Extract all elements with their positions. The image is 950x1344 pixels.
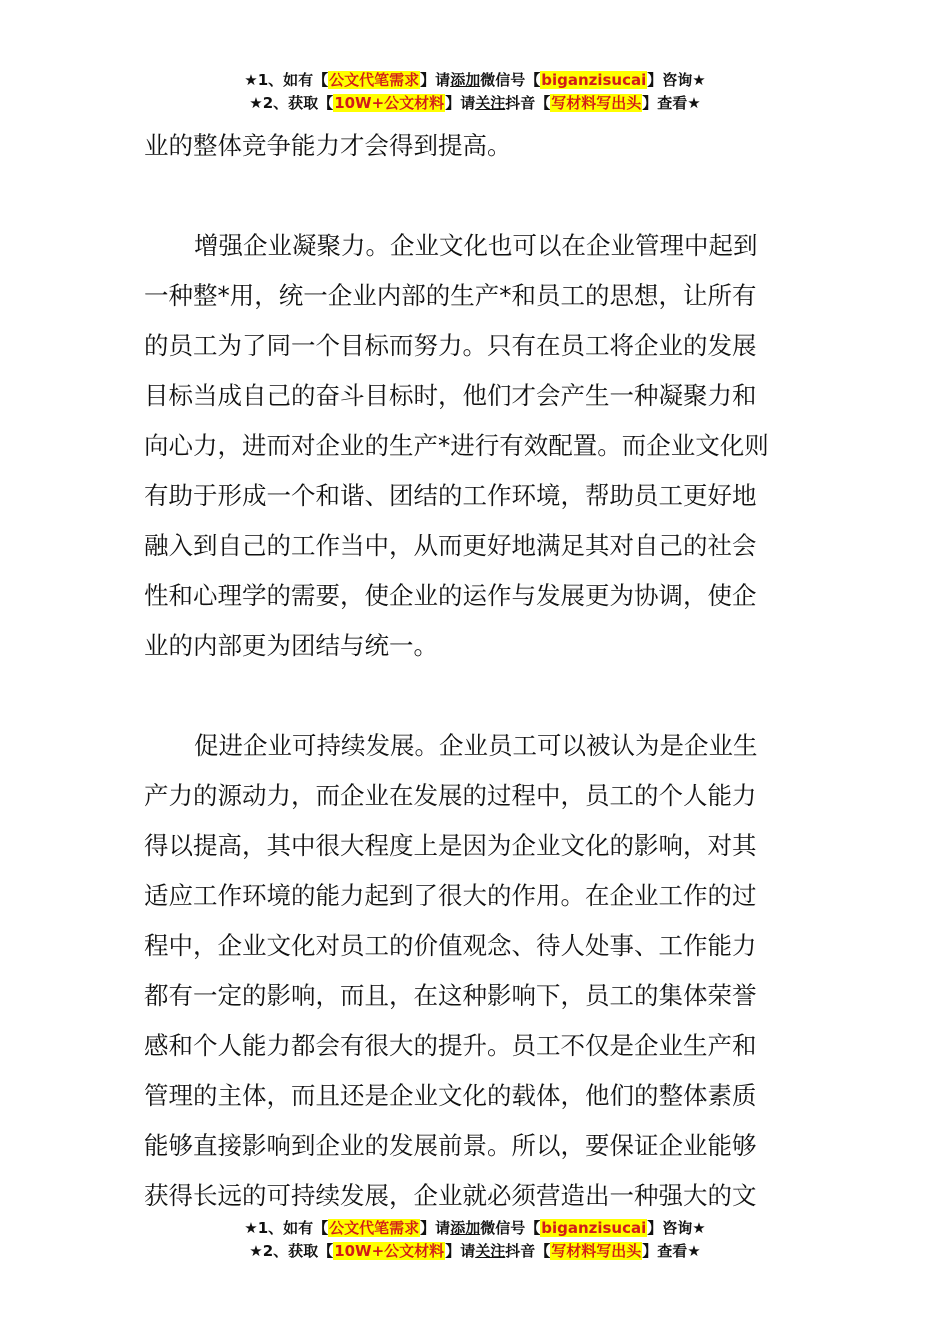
- text-line: 增强企业凝聚力。企业文化也可以在企业管理中起到: [194, 231, 758, 260]
- banner-text: 微信号【: [480, 1219, 541, 1237]
- paragraph-spacer: [144, 171, 808, 221]
- text-line: 目标当成自己的奋斗目标时，他们才会产生一种凝聚力和: [144, 381, 757, 410]
- text-line: 获得长远的可持续发展，企业就必须营造出一种强大的文: [144, 1181, 757, 1210]
- header-banner: [0, 69, 950, 115]
- banner-text: ★2、获取【: [249, 1242, 334, 1260]
- text-line: 产力的源动力，而企业在发展的过程中，员工的个人能力: [144, 781, 757, 810]
- banner-text: 】请: [445, 94, 476, 112]
- text-line: 促进企业可持续发展。企业员工可以被认为是企业生: [194, 731, 758, 760]
- banner-text: 】查看★: [642, 94, 701, 112]
- banner-text: ★1、如有【: [244, 1219, 329, 1237]
- banner-text: 】请: [420, 71, 451, 89]
- banner-underline: 关注: [475, 94, 506, 112]
- paragraph-spacer: [144, 671, 808, 721]
- banner-underline: 添加: [450, 1219, 481, 1237]
- text-line: 管理的主体，而且还是企业文化的载体，他们的整体素质: [144, 1081, 757, 1110]
- paragraph-cohesion: [144, 221, 808, 671]
- banner-highlight: 公文代笔需求: [329, 71, 420, 89]
- text-line: 向心力，进而对企业的生产*进行有效配置。而企业文化则: [144, 431, 769, 460]
- banner-line-2: [0, 1240, 950, 1263]
- banner-text: 】查看★: [642, 1242, 701, 1260]
- banner-highlight: 10W+公文材料: [334, 94, 445, 112]
- banner-highlight: 公文代笔需求: [329, 1219, 420, 1237]
- banner-underline: 关注: [475, 1242, 506, 1260]
- text-line: 业的整体竞争能力才会得到提高。: [144, 131, 512, 160]
- banner-douyin-id: 写材料写出头: [551, 94, 642, 112]
- banner-text: ★1、如有【: [244, 71, 329, 89]
- text-line: 适应工作环境的能力起到了很大的作用。在企业工作的过: [144, 881, 757, 910]
- document-body: [144, 121, 808, 1221]
- banner-text: 抖音【: [505, 94, 551, 112]
- text-line: 有助于形成一个和谐、团结的工作环境，帮助员工更好地: [144, 481, 757, 510]
- paragraph-continuation: [144, 121, 808, 171]
- text-line: 感和个人能力都会有很大的提升。员工不仅是企业生产和: [144, 1031, 757, 1060]
- text-line: 业的内部更为团结与统一。: [144, 631, 438, 660]
- banner-line-1: [0, 69, 950, 92]
- banner-douyin-id: 写材料写出头: [551, 1242, 642, 1260]
- banner-text: 】咨询★: [647, 71, 706, 89]
- text-line: 一种整*用，统一企业内部的生产*和员工的思想，让所有: [144, 281, 757, 310]
- banner-highlight: 10W+公文材料: [334, 1242, 445, 1260]
- banner-wechat-id: biganzisucai: [541, 1219, 647, 1237]
- banner-text: 抖音【: [505, 1242, 551, 1260]
- paragraph-sustainable: [144, 721, 808, 1221]
- text-line: 得以提高，其中很大程度上是因为企业文化的影响，对其: [144, 831, 757, 860]
- text-line: 的员工为了同一个目标而努力。只有在员工将企业的发展: [144, 331, 757, 360]
- banner-text: 】请: [445, 1242, 476, 1260]
- banner-text: 】咨询★: [647, 1219, 706, 1237]
- text-line: 融入到自己的工作当中，从而更好地满足其对自己的社会: [144, 531, 757, 560]
- text-line: 程中，企业文化对员工的价值观念、待人处事、工作能力: [144, 931, 757, 960]
- text-line: 性和心理学的需要，使企业的运作与发展更为协调，使企: [144, 581, 757, 610]
- banner-text: 微信号【: [480, 71, 541, 89]
- text-line: 都有一定的影响，而且，在这种影响下，员工的集体荣誉: [144, 981, 757, 1010]
- banner-text: 】请: [420, 1219, 451, 1237]
- banner-underline: 添加: [450, 71, 481, 89]
- banner-line-1: [0, 1217, 950, 1240]
- banner-line-2: [0, 92, 950, 115]
- footer-banner: [0, 1217, 950, 1263]
- text-line: 能够直接影响到企业的发展前景。所以，要保证企业能够: [144, 1131, 757, 1160]
- banner-text: ★2、获取【: [249, 94, 334, 112]
- banner-wechat-id: biganzisucai: [541, 71, 647, 89]
